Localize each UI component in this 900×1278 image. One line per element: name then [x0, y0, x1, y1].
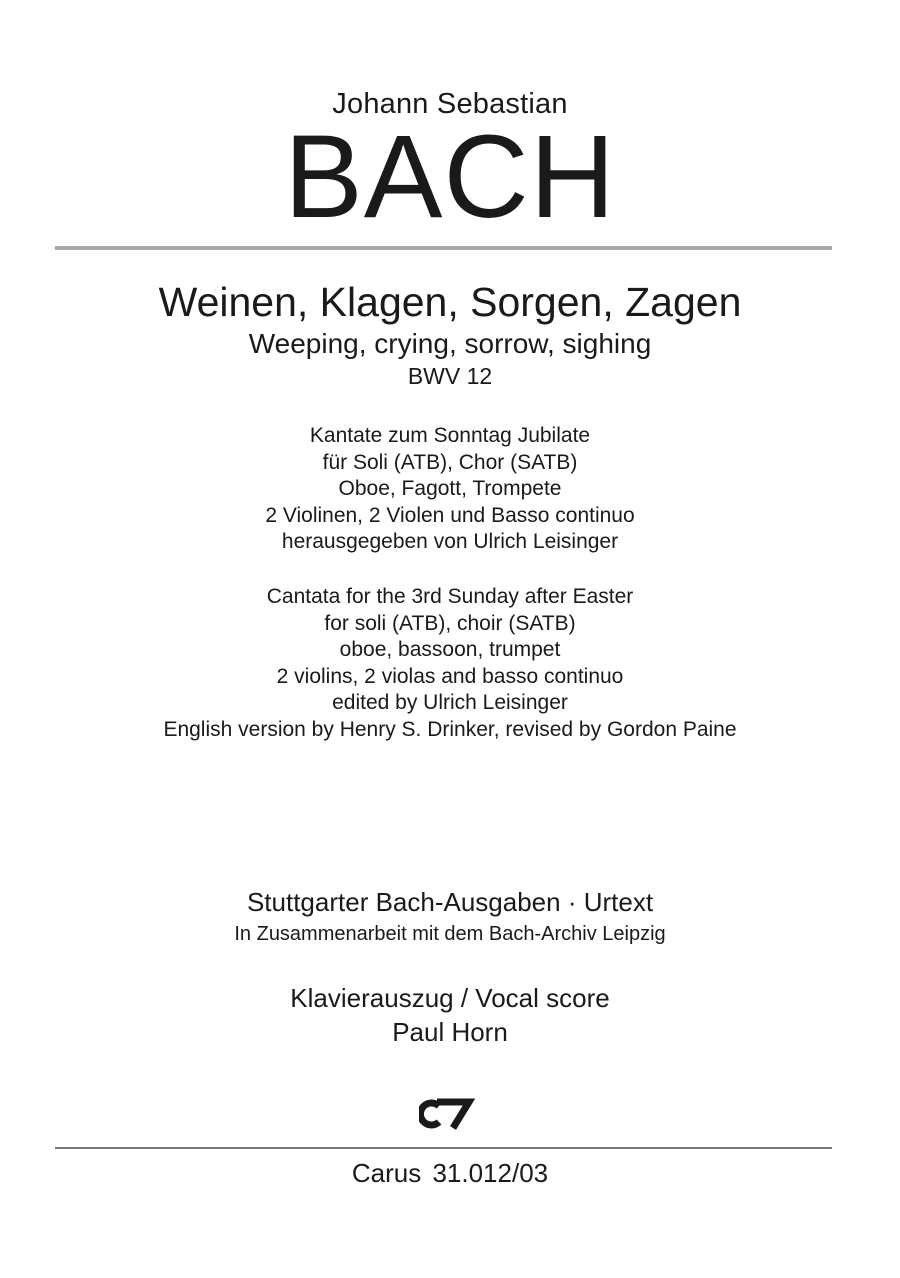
series-name: Stuttgarter Bach-Ausgaben · Urtext: [246, 887, 654, 917]
work-title: Weinen, Klagen, Sorgen, Zagen: [158, 279, 742, 325]
description-line: für Soli (ATB), Chor (SATB): [322, 450, 578, 474]
publisher-catalog-number: Carus 31.012/03: [351, 1158, 549, 1188]
description-english: [0, 584, 900, 743]
description-line: for soli (ATB), choir (SATB): [324, 611, 576, 635]
description-line: English version by Henry S. Drinker, revised by Gordon Paine: [163, 717, 737, 741]
description-line: Cantata for the 3rd Sunday after Easter: [266, 585, 634, 608]
work-subtitle: Weeping, crying, sorrow, sighing: [248, 328, 652, 359]
description-line: oboe, bassoon, trumpet: [339, 638, 561, 661]
description-line: Oboe, Fagott, Trompete: [338, 477, 562, 500]
arranger-name: Paul Horn: [392, 1017, 508, 1047]
description-german: [0, 423, 900, 556]
catalog-number: BWV 12: [407, 363, 493, 389]
description-line: Kantate zum Sonntag Jubilate: [309, 424, 591, 447]
series-collaboration: In Zusammenarbeit mit dem Bach-Archiv Leipzig: [234, 923, 666, 945]
top-divider: [55, 246, 832, 250]
description-line: edited by Ulrich Leisinger: [332, 691, 568, 714]
bottom-divider: [55, 1147, 832, 1149]
description-line: 2 Violinen, 2 Violen und Basso continuo: [265, 503, 635, 527]
carus-logo-icon: [419, 1097, 475, 1131]
score-type: Klavierauszug / Vocal score: [290, 983, 610, 1013]
composer-last-name: BACH: [284, 111, 616, 243]
composer-first-names: Johann Sebastian: [332, 88, 568, 120]
description-line: 2 violins, 2 violas and basso continuo: [276, 664, 624, 688]
description-line: herausgegeben von Ulrich Leisinger: [281, 530, 619, 553]
